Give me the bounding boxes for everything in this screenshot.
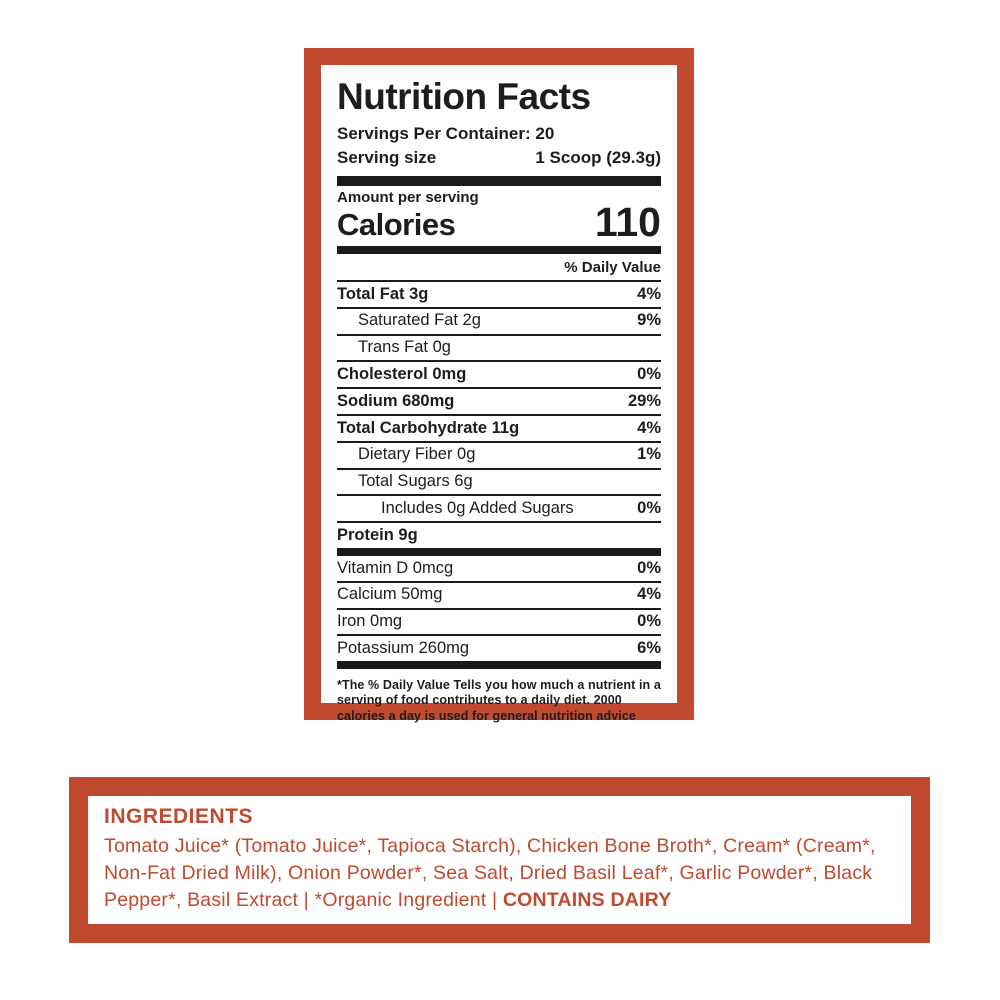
ingredients-panel bbox=[69, 777, 930, 943]
nutrient-value: 4% bbox=[637, 284, 661, 303]
nutrient-row bbox=[337, 523, 661, 548]
micronutrient-rows bbox=[337, 556, 661, 661]
nutrient-label: Saturated Fat 2g bbox=[358, 311, 481, 330]
serving-size-label: Serving size bbox=[337, 147, 437, 167]
micronutrient-value: 4% bbox=[637, 585, 661, 604]
nutrition-facts-panel bbox=[304, 48, 694, 723]
contains-dairy-statement: CONTAINS DAIRY bbox=[502, 888, 672, 911]
calories-label: Calories bbox=[337, 206, 456, 242]
nutrient-label: Dietary Fiber 0g bbox=[358, 445, 476, 464]
ingredients-list: Tomato Juice* (Tomato Juice*, Tapioca Starch), Chicken Bone Broth*, Cream* (Cream*, Non-Fat Dried Milk), Onion Powder*, Sea Salt, Dried Basil Leaf*, Garlic Powder*, Black Pepper*, Basil Extract | *Organic Ingredient | bbox=[104, 835, 876, 911]
nutrient-row bbox=[337, 389, 661, 416]
nutrient-row bbox=[337, 282, 661, 309]
nutrient-label: Sodium 680mg bbox=[337, 391, 455, 410]
nutrient-row bbox=[337, 443, 661, 470]
serving-size-row bbox=[337, 148, 661, 168]
nutrient-row bbox=[337, 470, 661, 497]
nutrient-row bbox=[337, 362, 661, 389]
serving-size-value: 1 Scoop (29.3g) bbox=[535, 147, 661, 167]
nutrient-value: 29% bbox=[627, 391, 661, 410]
servings-per-container: Servings Per Container: 20 bbox=[337, 123, 555, 143]
micronutrient-value: 0% bbox=[637, 612, 661, 631]
thick-divider-calories bbox=[337, 246, 661, 254]
nutrition-facts-title: Nutrition Facts bbox=[337, 76, 591, 117]
calories-row bbox=[337, 199, 661, 246]
micronutrient-label: Iron 0mg bbox=[337, 612, 403, 631]
nutrient-row bbox=[337, 336, 661, 363]
nutrient-value: 9% bbox=[637, 311, 661, 330]
nutrient-value: 0% bbox=[637, 364, 661, 383]
micronutrient-row bbox=[337, 556, 661, 583]
nutrient-label: Protein 9g bbox=[337, 525, 418, 544]
ingredients-heading: INGREDIENTS bbox=[104, 805, 254, 828]
thick-divider-top bbox=[337, 176, 661, 186]
micronutrient-value: 0% bbox=[637, 558, 661, 577]
daily-value-footnote: *The % Daily Value Tells you how much a nutrient in a serving of food contributes to a daily diet. 2000 calories a day is used for general nutrition advice bbox=[337, 678, 661, 723]
micronutrient-row bbox=[337, 610, 661, 637]
nutrient-rows bbox=[337, 282, 661, 548]
thick-divider-bottom bbox=[337, 661, 661, 669]
nutrient-value: 4% bbox=[637, 418, 661, 437]
nutrient-label: Total Fat 3g bbox=[337, 284, 429, 303]
ingredients-text bbox=[104, 833, 895, 914]
nutrient-value: 0% bbox=[637, 498, 661, 517]
nutrient-label: Cholesterol 0mg bbox=[337, 364, 467, 383]
micronutrient-value: 6% bbox=[637, 638, 661, 657]
nutrient-label: Total Carbohydrate 11g bbox=[337, 418, 520, 437]
thick-divider-protein bbox=[337, 548, 661, 556]
nutrient-label: Total Sugars 6g bbox=[358, 472, 473, 491]
nutrient-row bbox=[337, 496, 661, 523]
amount-per-serving: Amount per serving bbox=[337, 188, 479, 206]
nutrient-value: 1% bbox=[637, 445, 661, 464]
nutrient-row bbox=[337, 416, 661, 443]
nutrient-label: Trans Fat 0g bbox=[358, 338, 451, 357]
nutrient-label: Includes 0g Added Sugars bbox=[381, 498, 574, 517]
daily-value-header: % Daily Value bbox=[337, 254, 661, 282]
micronutrient-label: Calcium 50mg bbox=[337, 585, 443, 604]
micronutrient-row bbox=[337, 636, 661, 661]
nutrition-facts-content bbox=[321, 65, 677, 723]
ingredients-content bbox=[88, 796, 911, 914]
micronutrient-label: Potassium 260mg bbox=[337, 638, 470, 657]
calories-value: 110 bbox=[594, 199, 661, 246]
micronutrient-label: Vitamin D 0mcg bbox=[337, 558, 454, 577]
micronutrient-row bbox=[337, 583, 661, 610]
nutrient-row bbox=[337, 309, 661, 336]
